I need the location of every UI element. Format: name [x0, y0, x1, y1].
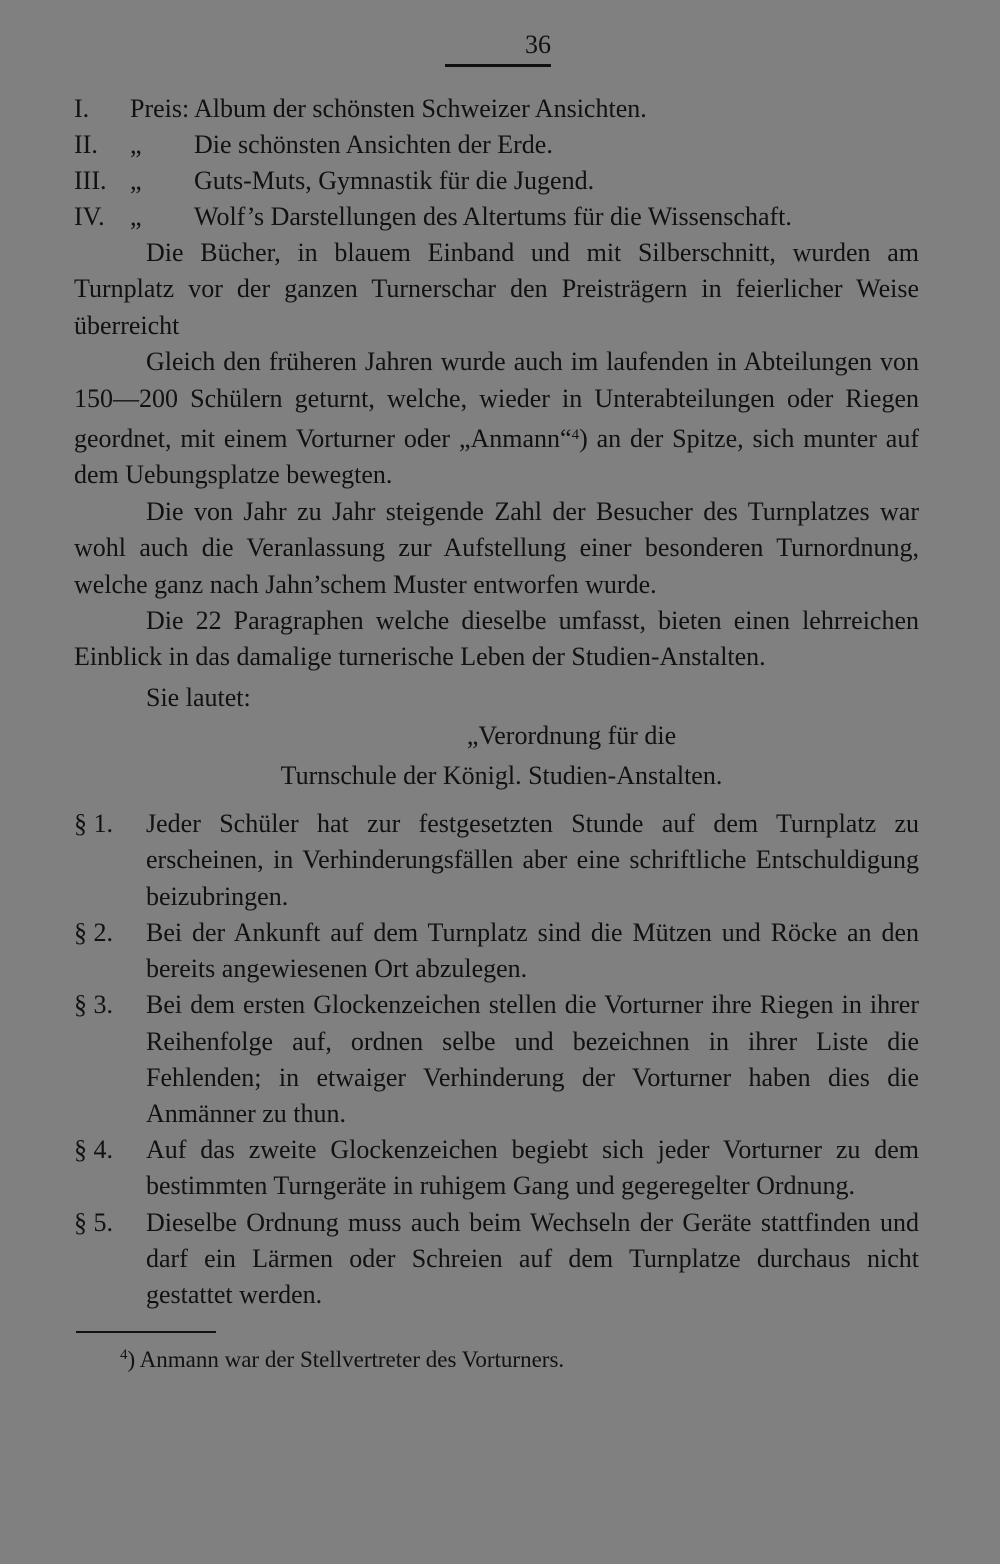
section-number: § 3. — [74, 990, 113, 1020]
section-number: § 2. — [74, 917, 113, 947]
paragraph-divisions-text: Gleich den früheren Jahren wurde auch im laufenden in Abteilungen von 150—200 Schülern geturnt, welche, wieder in Unterabteilungen oder Riegen geordnet, mit einem Vorturner oder „Anmann“ — [74, 347, 919, 454]
section-item — [74, 987, 919, 1132]
prize-number: I. — [74, 94, 90, 123]
document-page — [74, 28, 919, 1376]
page-number: 36 — [525, 30, 551, 59]
prize-list — [74, 91, 919, 235]
section-item — [74, 806, 919, 915]
ordinance-title-line2: Turnschule der Königl. Studien-Anstalten. — [280, 761, 723, 791]
prize-item — [74, 199, 919, 235]
section-text: Dieselbe Ordnung muss auch beim Wechseln der Geräte stattfinden und darf ein Lärmen oder Schreien auf dem Turnplatze durchaus nicht gestattet werden. — [146, 1207, 919, 1309]
prize-text: Album der schönsten Schweizer Ansichten. — [194, 94, 647, 123]
section-number: § 1. — [74, 809, 113, 839]
prize-label: „ — [130, 166, 142, 195]
footnote-text: ) Anmann war der Stellvertreter des Vorturners. — [127, 1347, 565, 1373]
section-text: Auf das zweite Glockenzeichen begiebt sich jeder Vorturner zu dem bestimmten Turngeräte in ruhigem Gang und gegeregelter Ordnung. — [146, 1135, 919, 1201]
footnote-divider — [76, 1331, 216, 1333]
page-number-underline — [445, 64, 551, 67]
paragraph-divisions-text-end: ) an der Spitze, sich munter auf dem Uebungsplatze bewegten. — [74, 424, 920, 490]
paragraph-paragraphs: Die 22 Paragraphen welche dieselbe umfasst, bieten einen lehrreichen Einblick in das damalige turnerische Leben der Studien-Anstalten. — [74, 606, 919, 672]
section-item — [74, 915, 919, 987]
section-number: § 5. — [74, 1207, 113, 1237]
prize-label: „ — [130, 130, 142, 159]
paragraph-sie-lautet: Sie lautet: — [146, 682, 251, 712]
prize-number: III. — [74, 166, 107, 195]
prize-item — [74, 127, 919, 163]
paragraph-visitors: Die von Jahr zu Jahr steigende Zahl der Besucher des Turnplatzes war wohl auch die Veranlassung zur Aufstellung einer besonderen Turnordnung, welche ganz nach Jahn’schem Muster entworfen wurde. — [74, 496, 919, 599]
prize-text: Wolf’s Darstellungen des Altertums für die Wissenschaft. — [194, 202, 792, 231]
section-text: Bei dem ersten Glockenzeichen stellen die Vorturner ihre Riegen in ihrer Reihenfolge auf, ordnen selbe und bezeichnen in ihrer Liste die Fehlenden; in etwaiger Verhinderung der Vorturner haben dies die Anmänner zu thun. — [146, 990, 919, 1128]
footnote — [74, 1339, 919, 1376]
prize-item — [74, 91, 919, 127]
section-text: Jeder Schüler hat zur festgesetzten Stunde auf dem Turnplatz zu erscheinen, in Verhinderungsfällen aber eine schriftliche Entschuldigung beizubringen. — [146, 809, 919, 911]
footnote-reference: 4 — [571, 427, 580, 444]
prize-label: „ — [130, 202, 142, 231]
section-item — [74, 1205, 919, 1314]
paragraph-divisions — [74, 344, 919, 494]
section-item — [74, 1132, 919, 1204]
paragraph-books: Die Bücher, in blauem Einband und mit Silberschnitt, wurden am Turnplatz vor der ganzen Turnerschar den Preisträgern in feierlicher Weise überreicht — [74, 238, 919, 340]
prize-number: II. — [74, 130, 98, 159]
ordinance-title-line1: „Verordnung für die — [466, 721, 677, 751]
footnote-mark: 4 — [120, 1347, 128, 1364]
section-text: Bei der Ankunft auf dem Turnplatz sind die Mützen und Röcke an den bereits angewiesenen Ort abzulegen. — [146, 917, 919, 984]
section-number: § 4. — [74, 1135, 113, 1165]
prize-number: IV. — [74, 202, 105, 231]
prize-item — [74, 163, 919, 199]
prize-label: Preis: — [130, 94, 190, 123]
prize-text: Die schönsten Ansichten der Erde. — [194, 130, 553, 159]
prize-text: Guts-Muts, Gymnastik für die Jugend. — [194, 166, 595, 195]
section-list — [74, 806, 919, 1313]
